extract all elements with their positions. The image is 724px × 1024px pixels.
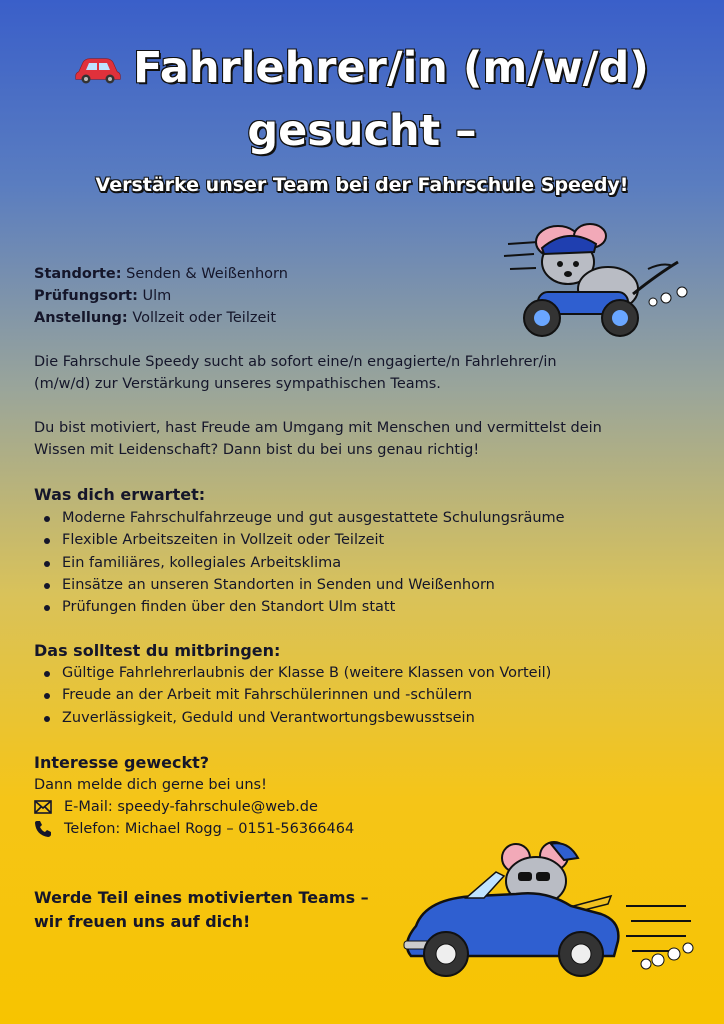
list-item: Freude an der Arbeit mit Fahrschülerinnen und -schülern (42, 684, 551, 706)
closing-line-2: wir freuen uns auf dich! (34, 912, 251, 931)
contact-phone[interactable]: Telefon: Michael Rogg – 0151-56366464 (64, 821, 355, 837)
intro-paragraph-2: Du bist motiviert, hast Freude am Umgang mit Menschen und vermittelst dein Wissen mit Leidenschaft? Dann bist du bei uns genau richtig! (34, 420, 602, 458)
requirements-list (42, 662, 551, 729)
list-item: Einsätze an unseren Standorten in Senden und Weißenhorn (42, 574, 565, 596)
title-line-1 (0, 42, 724, 97)
job-info (34, 263, 288, 329)
info-value: Ulm (142, 288, 172, 304)
closing-message (34, 886, 369, 934)
list-item: Moderne Fahrschulfahrzeuge und gut ausgestattete Schulungsräume (42, 507, 565, 529)
requirements-title: Das solltest du mitbringen: (34, 641, 281, 660)
title-text-1: Fahrlehrer/in (m/w/d) (133, 43, 649, 93)
contact-title: Interesse geweckt? (34, 753, 210, 772)
envelope-icon (34, 800, 52, 814)
car-icon (75, 44, 121, 98)
contact-phone-row[interactable] (34, 818, 354, 840)
contact-block (34, 752, 354, 840)
contact-email-row[interactable] (34, 796, 354, 818)
list-item: Ein familiäres, kollegiales Arbeitsklima (42, 552, 565, 574)
intro-paragraph-1: Die Fahrschule Speedy sucht ab sofort eine/n engagierte/n Fahrlehrer/in (m/w/d) zur Verstärkung unseres sympathischen Teams. (34, 354, 557, 392)
title-line-2: gesucht – (247, 106, 477, 156)
contact-line: Dann melde dich gerne bei uns! (34, 777, 267, 793)
info-label: Standorte: (34, 266, 122, 282)
list-item: Flexible Arbeitszeiten in Vollzeit oder Teilzeit (42, 529, 565, 551)
info-exam-location (34, 285, 288, 307)
contact-email[interactable]: E-Mail: speedy-fahrschule@web.de (64, 799, 318, 815)
info-value: Vollzeit oder Teilzeit (132, 310, 277, 326)
expect-list (42, 507, 565, 618)
subtitle: Verstärke unser Team bei der Fahrschule Speedy! (95, 174, 629, 196)
list-item: Prüfungen finden über den Standort Ulm statt (42, 596, 565, 618)
info-value: Senden & Weißenhorn (126, 266, 288, 282)
mouse-motorbike-illustration (498, 214, 698, 348)
info-employment (34, 307, 288, 329)
phone-icon (34, 820, 52, 838)
info-locations (34, 263, 288, 285)
mouse-car-illustration (396, 836, 696, 990)
info-label: Anstellung: (34, 310, 128, 326)
list-item: Zuverlässigkeit, Geduld und Verantwortungsbewusstsein (42, 707, 551, 729)
info-label: Prüfungsort: (34, 288, 138, 304)
closing-line-1: Werde Teil eines motivierten Teams – (34, 888, 369, 907)
expect-title: Was dich erwartet: (34, 485, 206, 504)
list-item: Gültige Fahrlehrerlaubnis der Klasse B (weitere Klassen von Vorteil) (42, 662, 551, 684)
